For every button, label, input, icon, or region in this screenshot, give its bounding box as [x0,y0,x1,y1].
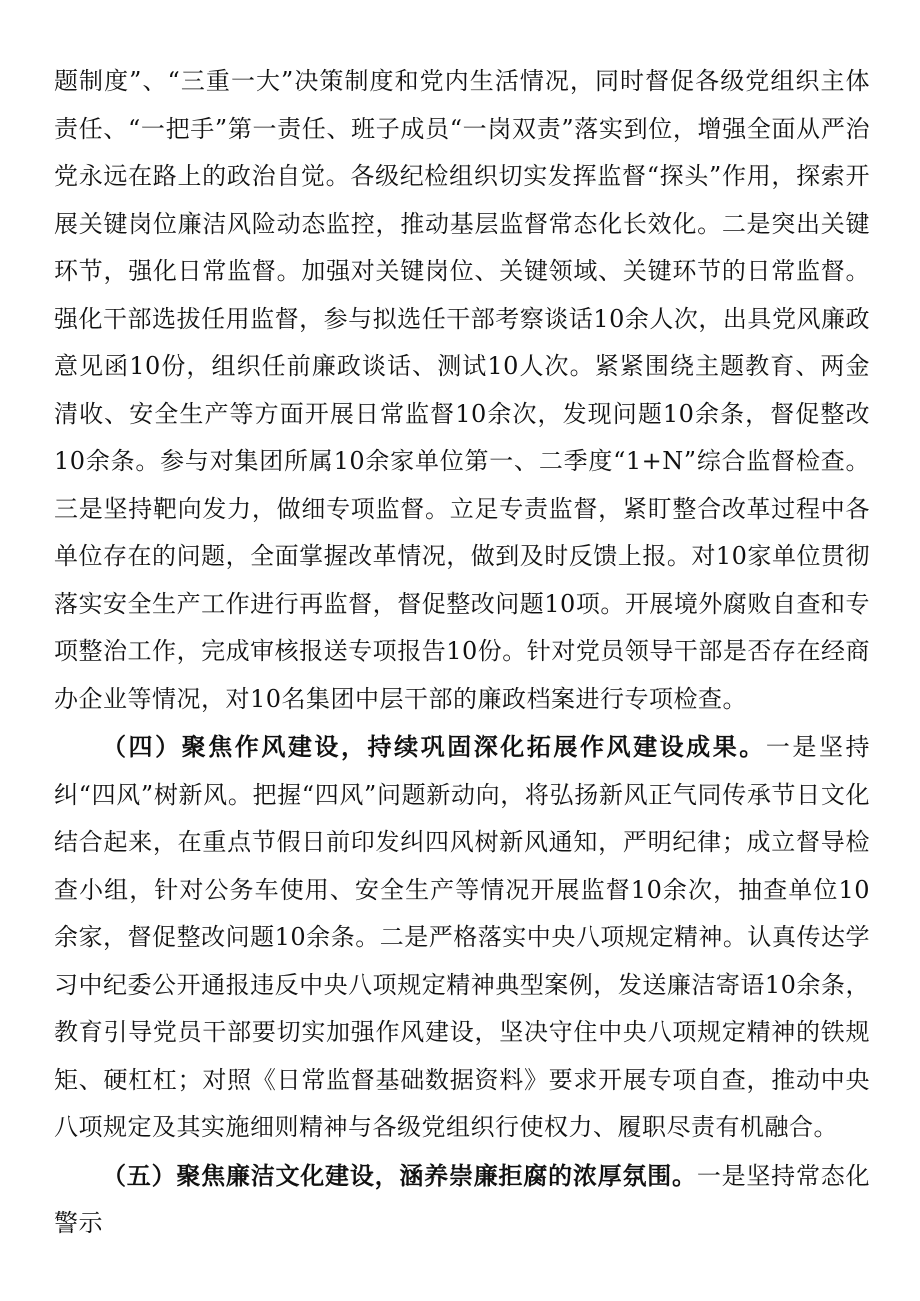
section-body-four: 一是坚持纠“四风”树新风。把握“四风”问题新动向，将弘扬新风正气同传承节日文化结合起来，在重点节假日前印发纠四风树新风通知，严明纪律；成立督导检查小组，针对公务车使用、安全生产等情况开展监督10余次，抽查单位10余家，督促整改问题10余条。二是严格落实中央八项规定精神。认真传达学习中纪委公开通报违反中央八项规定精神典型案例，发送廉洁寄语10余条，教育引导党员干部要切实加强作风建设，坚决守住中央八项规定精神的铁规矩、硬杠杠；对照《日常监督基础数据资料》要求开展专项自查，推动中央八项规定及其实施细则精神与各级党组织行使权力、履职尽责有机融合。 [54,733,871,1141]
section-heading-four: （四）聚焦作风建设，持续巩固深化拓展作风建设成果。 [102,732,766,761]
paragraph-work-style [54,723,870,1152]
document-body [54,58,870,1248]
section-body-five: 一是坚持常态化警示 [54,1161,871,1237]
paragraph-integrity-culture [54,1152,870,1248]
section-heading-five: （五）聚焦廉洁文化建设，涵养崇廉拒腐的浓厚氛围。 [102,1160,697,1190]
paragraph-supervision: 题制度”、“三重一大”决策制度和党内生活情况，同时督促各级党组织主体责任、“一把手”第一责任、班子成员“一岗双责”落实到位，增强全面从严治党永远在路上的政治自觉。各级纪检组织切实发挥监督“探头”作用，探索开展关键岗位廉洁风险动态监控，推动基层监督常态化长效化。二是突出关键环节，强化日常监督。加强对关键岗位、关键领域、关键环节的日常监督。强化干部选拔任用监督，参与拟选任干部考察谈话10余人次，出具党风廉政意见函10份，组织任前廉政谈话、测试10人次。紧紧围绕主题教育、两金清收、安全生产等方面开展日常监督10余次，发现问题10余条，督促整改10余条。参与对集团所属10余家单位第一、二季度“1+N”综合监督检查。三是坚持靶向发力，做细专项监督。立足专责监督，紧盯整合改革过程中各单位存在的问题，全面掌握改革情况，做到及时反馈上报。对10家单位贯彻落实安全生产工作进行再监督，督促整改问题10项。开展境外腐败自查和专项整治工作，完成审核报送专项报告10份。针对党员领导干部是否存在经商办企业等情况，对10名集团中层干部的廉政档案进行专项检查。 [54,67,870,713]
